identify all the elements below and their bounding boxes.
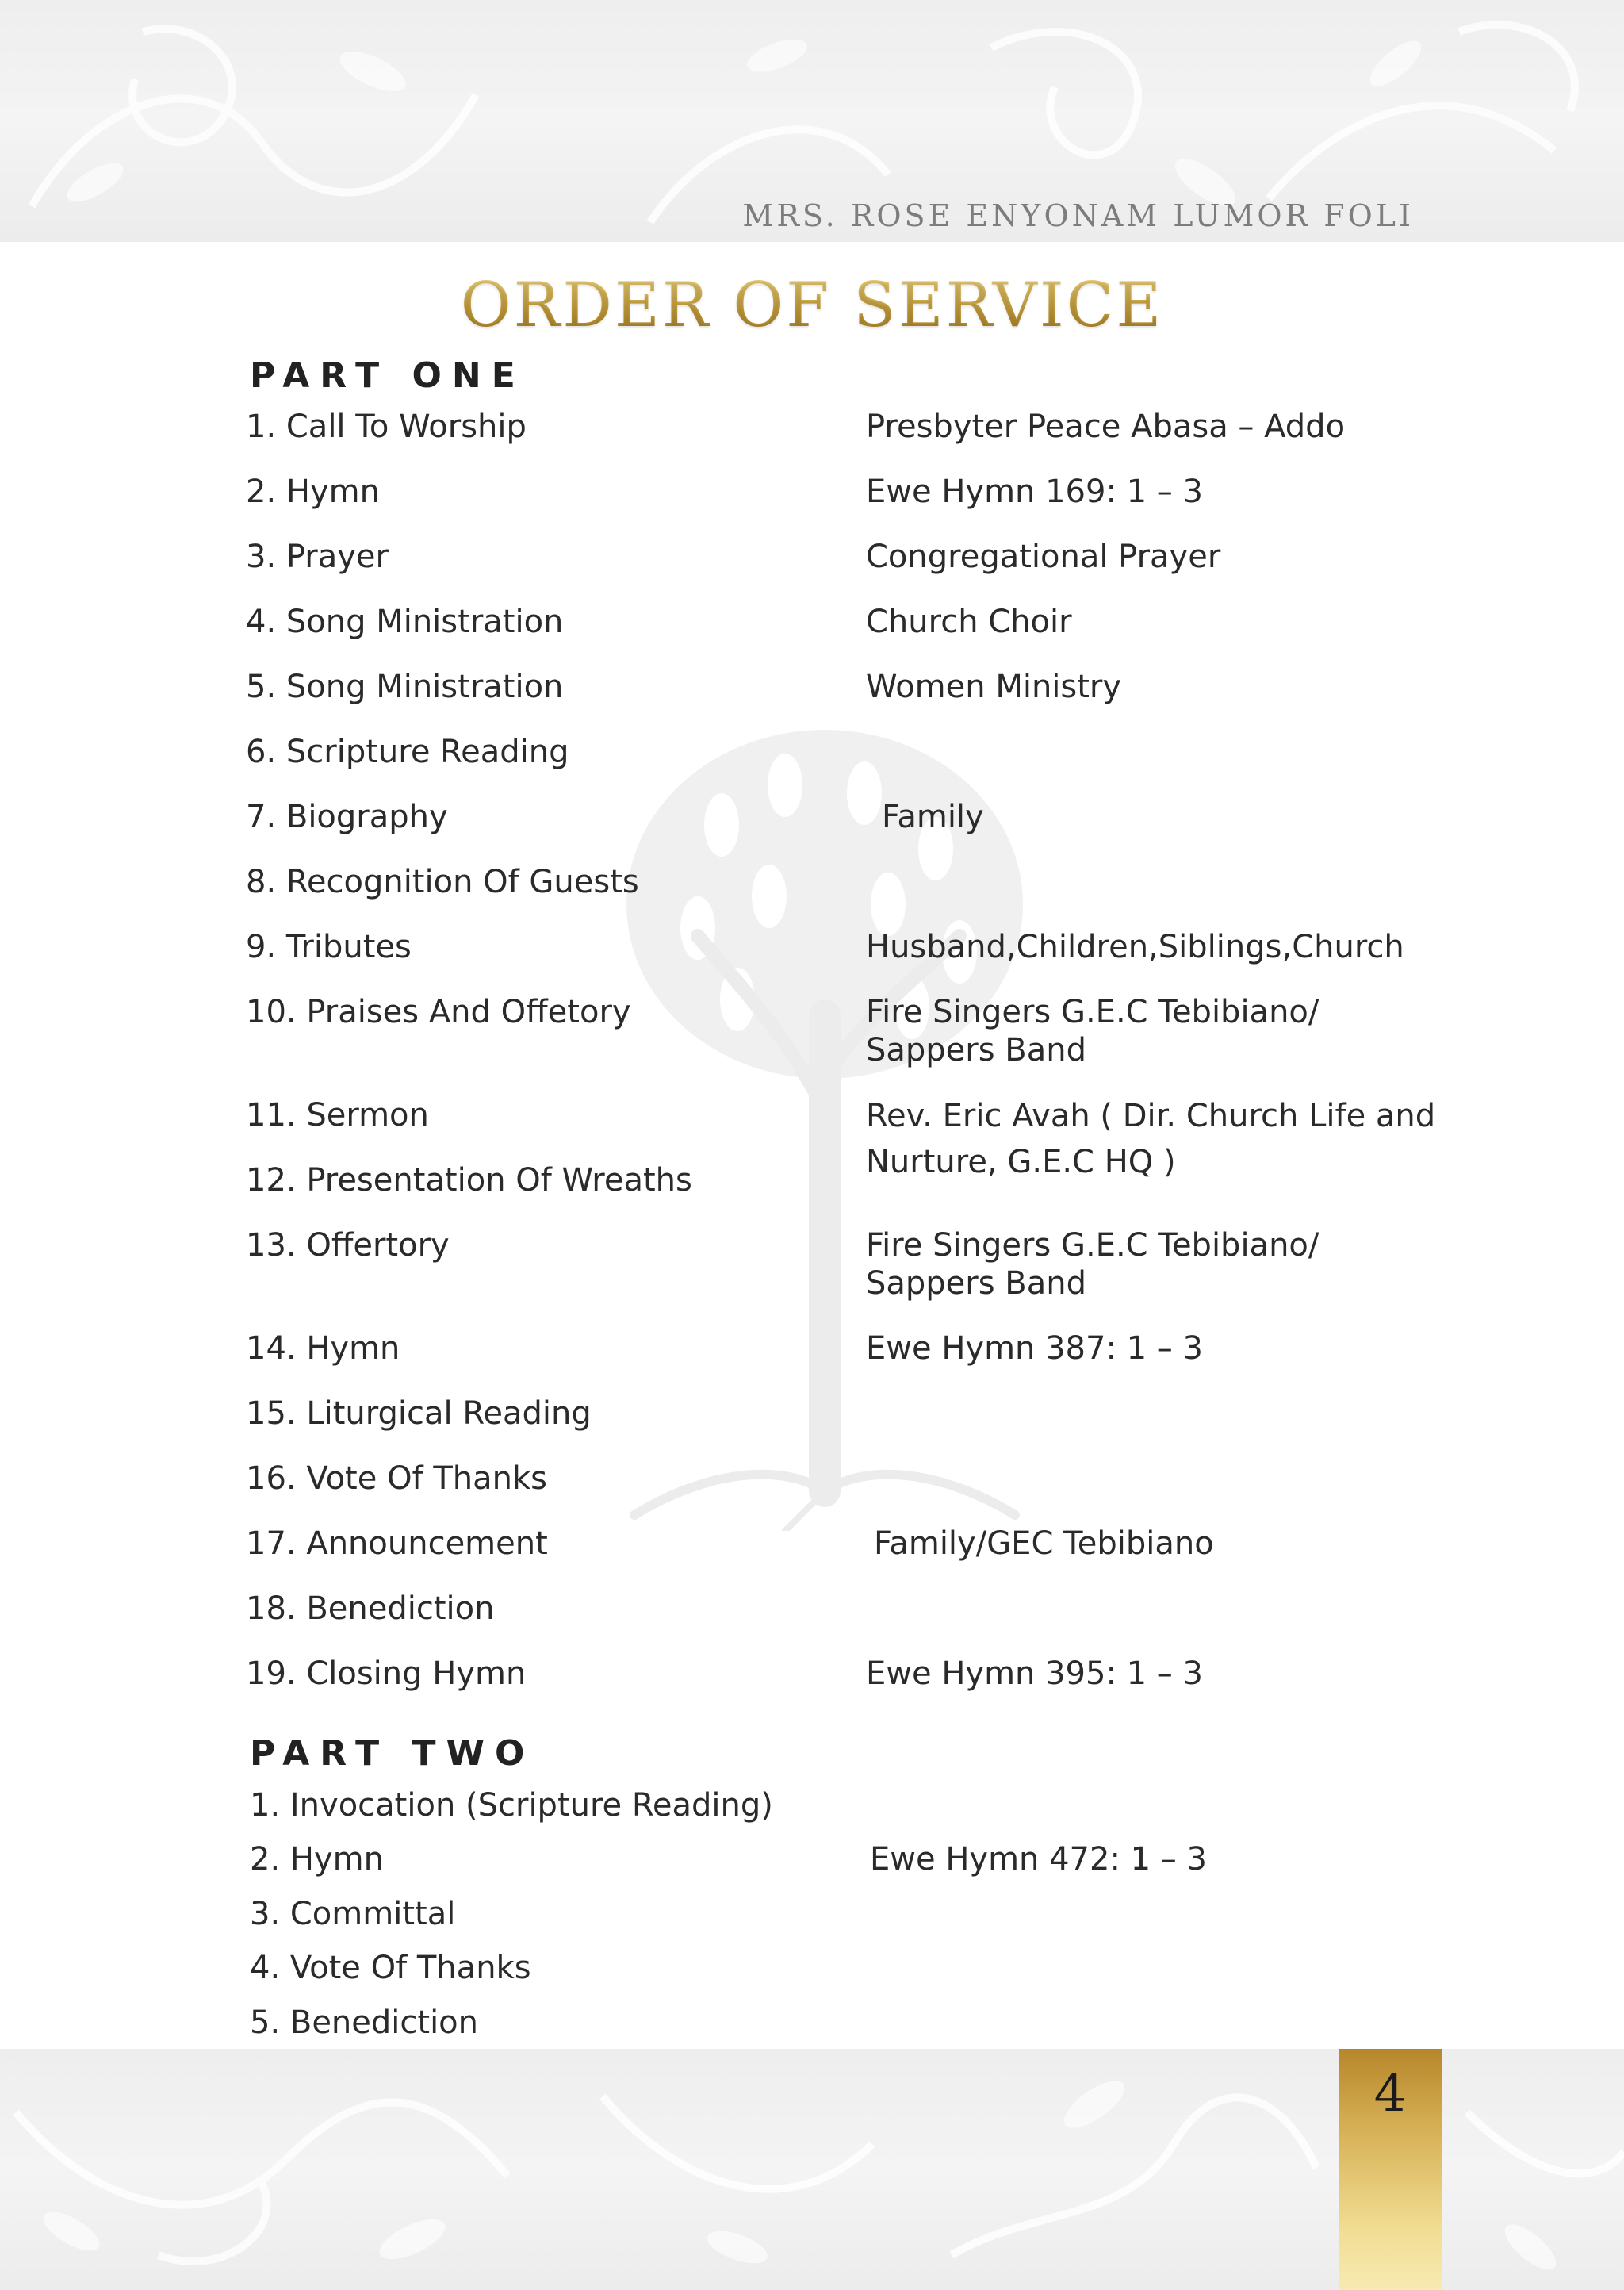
- service-item-leader: Ewe Hymn 395: 1 – 3: [866, 1655, 1203, 1692]
- page-number-tab: [1339, 2049, 1442, 2290]
- service-item: [246, 1460, 1435, 1507]
- service-item-label: 3. Committal: [250, 1896, 456, 1932]
- service-item-label: 4. Song Ministration: [246, 604, 564, 640]
- service-item-label: 2. Hymn: [246, 474, 380, 510]
- service-item: [246, 1590, 1435, 1637]
- service-item: [250, 1895, 1439, 1943]
- service-item-leader: Rev. Eric Avah ( Dir. Church Life and Nurture, G.E.C HQ ): [866, 1098, 1436, 1180]
- service-item-label: 5. Benediction: [250, 2004, 479, 2041]
- service-item: [246, 1394, 1435, 1442]
- service-item: [250, 1949, 1439, 1997]
- service-item: [250, 2004, 1439, 2051]
- service-item-label: 2. Hymn: [250, 1841, 384, 1878]
- service-item-label: 16. Vote Of Thanks: [246, 1460, 547, 1497]
- page-number: 4: [1373, 2065, 1407, 2123]
- service-item-label: 19. Closing Hymn: [246, 1655, 527, 1692]
- service-item-leader: Husband,Children,Siblings,Church: [866, 929, 1404, 965]
- service-item: [246, 473, 1435, 520]
- service-item-label: 15. Liturgical Reading: [246, 1395, 592, 1432]
- service-item: [246, 1161, 1435, 1209]
- service-item-label: 1. Call To Worship: [246, 409, 527, 445]
- service-item-leader: Women Ministry: [866, 669, 1122, 705]
- service-item-leader: Church Choir: [866, 604, 1072, 640]
- service-item: [246, 1096, 1436, 1180]
- service-item-label: 1. Invocation (Scripture Reading): [250, 1787, 773, 1824]
- service-item: [246, 863, 1435, 911]
- service-item: [246, 1226, 1435, 1302]
- service-item-leader: Congregational Prayer: [866, 539, 1221, 575]
- service-item-label: 18. Benediction: [246, 1590, 495, 1627]
- service-item-label: 12. Presentation Of Wreaths: [246, 1162, 692, 1199]
- service-item: [250, 1840, 1439, 1888]
- service-item-label: 14. Hymn: [246, 1330, 400, 1367]
- service-item-leader: Family/GEC Tebibiano: [874, 1525, 1214, 1562]
- service-item: [246, 668, 1435, 715]
- service-item: [246, 603, 1435, 650]
- page-title: ORDER OF SERVICE: [0, 270, 1624, 341]
- running-head-title: MRS. ROSE ENYONAM LUMOR FOLI: [742, 198, 1414, 233]
- service-item-label: 10. Praises And Offetory: [246, 994, 631, 1030]
- service-item-label: 9. Tributes: [246, 929, 412, 965]
- service-item: [246, 993, 1435, 1068]
- service-item: [246, 1329, 1435, 1377]
- service-item-label: 7. Biography: [246, 799, 448, 835]
- service-item-label: 11. Sermon: [246, 1097, 429, 1133]
- service-item-leader: Fire Singers G.E.C Tebibiano/ Sappers Band: [866, 1227, 1320, 1302]
- service-item: [246, 1525, 1435, 1572]
- service-item-label: 5. Song Ministration: [246, 669, 564, 705]
- service-item-leader: Presbyter Peace Abasa – Addo: [866, 409, 1346, 445]
- service-item: [246, 733, 1435, 781]
- service-item-label: 4. Vote Of Thanks: [250, 1950, 531, 1986]
- service-item: [246, 538, 1435, 585]
- service-item-label: 3. Prayer: [246, 539, 389, 575]
- service-item: [250, 1786, 1439, 1834]
- service-item-leader: Family: [882, 799, 984, 835]
- service-item-leader: Fire Singers G.E.C Tebibiano/ Sappers Band: [866, 994, 1320, 1068]
- service-item: [246, 928, 1435, 976]
- part-two-heading: PART TWO: [250, 1733, 535, 1774]
- service-item-label: 17. Announcement: [246, 1525, 548, 1562]
- part-one-heading: PART ONE: [250, 355, 526, 396]
- service-item: [246, 798, 1435, 846]
- service-item-label: 8. Recognition Of Guests: [246, 864, 639, 900]
- service-item-leader: Ewe Hymn 472: 1 – 3: [870, 1841, 1207, 1878]
- service-item: [246, 1655, 1435, 1702]
- service-item: [246, 408, 1435, 455]
- service-item-leader: Ewe Hymn 387: 1 – 3: [866, 1330, 1203, 1367]
- service-item-label: 6. Scripture Reading: [246, 734, 569, 770]
- service-item-label: 13. Offertory: [246, 1227, 450, 1264]
- service-item-leader: Ewe Hymn 169: 1 – 3: [866, 474, 1203, 510]
